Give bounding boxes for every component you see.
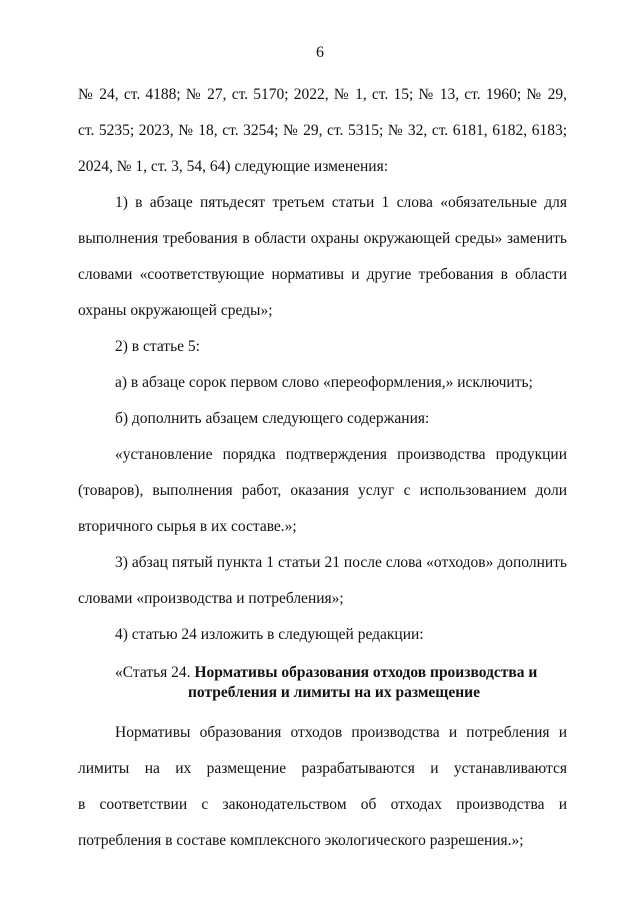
paragraph-item-2b	[78, 401, 567, 437]
paragraph-item-2	[78, 329, 567, 365]
text-line: словами «производства и потребления»;	[78, 590, 344, 607]
article-title-line-2: потребления и лимиты на их размещение	[188, 684, 480, 701]
text-line: 3) абзац пятый пункта 1 статьи 21 после слова «отходов» дополнить	[115, 554, 567, 571]
paragraph-item-1	[78, 185, 567, 329]
text-line: 2024, № 1, ст. 3, 54, 64) следующие изменения:	[78, 158, 389, 175]
text-line: словами «соответствующие нормативы и другие требования в области	[78, 266, 567, 283]
article-heading	[78, 663, 567, 703]
text-line: (товаров), выполнения работ, оказания услуг с использованием доли	[78, 482, 567, 499]
article-title-line-1: Нормативы образования отходов производства и	[194, 664, 538, 681]
text-line: Нормативы образования отходов производства и потребления и	[115, 724, 567, 741]
page-number: 6	[316, 44, 324, 61]
text-line: потребления в составе комплексного экологического разрешения.»;	[78, 832, 524, 849]
text-line: ст. 5235; 2023, № 18, ст. 3254; № 29, ст. 5315; № 32, ст. 6181, 6182, 6183;	[78, 122, 567, 139]
paragraph-quoted-addition	[78, 437, 567, 545]
text-line: б) дополнить абзацем следующего содержания:	[115, 410, 430, 427]
text-line: а) в абзаце сорок первом слово «переоформления,» исключить;	[115, 374, 533, 391]
article-body	[78, 715, 567, 859]
paragraph-citations	[78, 77, 567, 185]
text-line: 1) в абзаце пятьдесят третьем статьи 1 слова «обязательные для	[115, 194, 567, 211]
text-line: охраны окружающей среды»;	[78, 302, 273, 319]
text-line: вторичного сырья в их составе.»;	[78, 518, 297, 535]
paragraph-item-2a	[78, 365, 567, 401]
paragraph-item-4	[78, 617, 567, 653]
text-line: лимиты на их размещение разрабатываются и устанавливаются	[78, 760, 567, 777]
text-line: в соответствии с законодательством об отходах производства и	[78, 796, 567, 813]
article-prefix: «Статья 24.	[115, 664, 191, 681]
text-line: выполнения требования в области охраны окружающей среды» заменить	[78, 230, 567, 247]
text-line: № 24, ст. 4188; № 27, ст. 5170; 2022, № 1, ст. 15; № 13, ст. 1960; № 29,	[78, 86, 567, 103]
text-line: «установление порядка подтверждения производства продукции	[115, 446, 567, 463]
text-line: 2) в статье 5:	[115, 338, 200, 355]
text-line: 4) статью 24 изложить в следующей редакции:	[115, 626, 424, 643]
document-body	[78, 77, 567, 859]
article-heading-line-1	[115, 663, 567, 683]
paragraph-item-3	[78, 545, 567, 617]
